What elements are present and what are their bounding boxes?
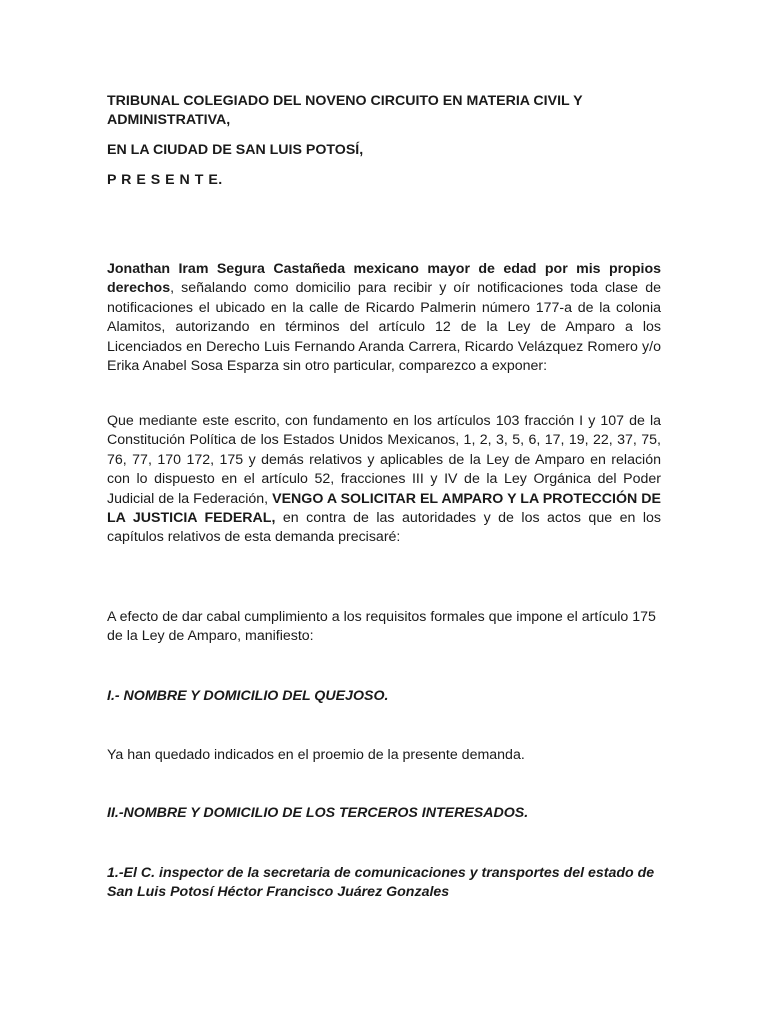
basis-text-1: Que mediante este escrito, con fundamento en los artículos 103 fracción I y 107 de la Constitución Política de los Estados Unidos Mexicanos, 1, 2, 3, 5, 6, 17, 19, 22, 37, 75, 76, 77, 170 172, 175 y demás relativos y aplicables de la Ley de Amparo en relación con lo dispuesto en el artículo 52, fracciones III y IV de la Ley Orgánica del Poder Judicial de la Federación, [107,413,661,507]
section-1-heading: I.- NOMBRE Y DOMICILIO DEL QUEJOSO. [107,688,389,704]
presente-heading: P R E S E N T E. [107,172,223,188]
city-heading: EN LA CIUDAD DE SAN LUIS POTOSÍ, [107,142,364,158]
section-1-text: Ya han quedado indicados en el proemio de la presente demanda. [107,747,525,763]
petitioner-name: Jonathan Iram Segura Castañeda mexicano mayor de edad por mis propios derechos [107,261,661,297]
intro-paragraph [107,260,661,376]
section-2-heading: II.-NOMBRE Y DOMICILIO DE LOS TERCEROS INTERESADOS. [107,805,529,821]
amparo-request: VENGO A SOLICITAR EL AMPARO Y LA PROTECCIÓN DE LA JUSTICIA FEDERAL, [107,490,661,527]
requirements-paragraph: A efecto de dar cabal cumplimiento a los requisitos formales que impone el artículo 175 de la Ley de Amparo, manifiesto: [107,609,656,645]
third-party-item-1: 1.-El C. inspector de la secretaria de comunicaciones y transportes del estado de San Luis Potosí Héctor Francisco Juárez Gonzales [107,865,655,901]
court-heading: TRIBUNAL COLEGIADO DEL NOVENO CIRCUITO EN MATERIA CIVIL Y ADMINISTRATIVA, [107,93,583,129]
intro-text: , señalando como domicilio para recibir y oír notificaciones toda clase de notificaciones el ubicado en la calle de Ricardo Palmerin número 177-a de la colonia Alamitos, autorizando en términos del artículo 12 de la Ley de Amparo a los Licenciados en Derecho Luis Fernando Aranda Carrera, Ricardo Velázquez Romero y/o Erika Anabel Sosa Esparza sin otro particular, comparezco a exponer: [107,280,661,375]
basis-text-2: en contra de las autoridades y de los actos que en los capítulos relativos de esta demanda precisaré: [107,510,661,546]
basis-paragraph [107,412,661,548]
